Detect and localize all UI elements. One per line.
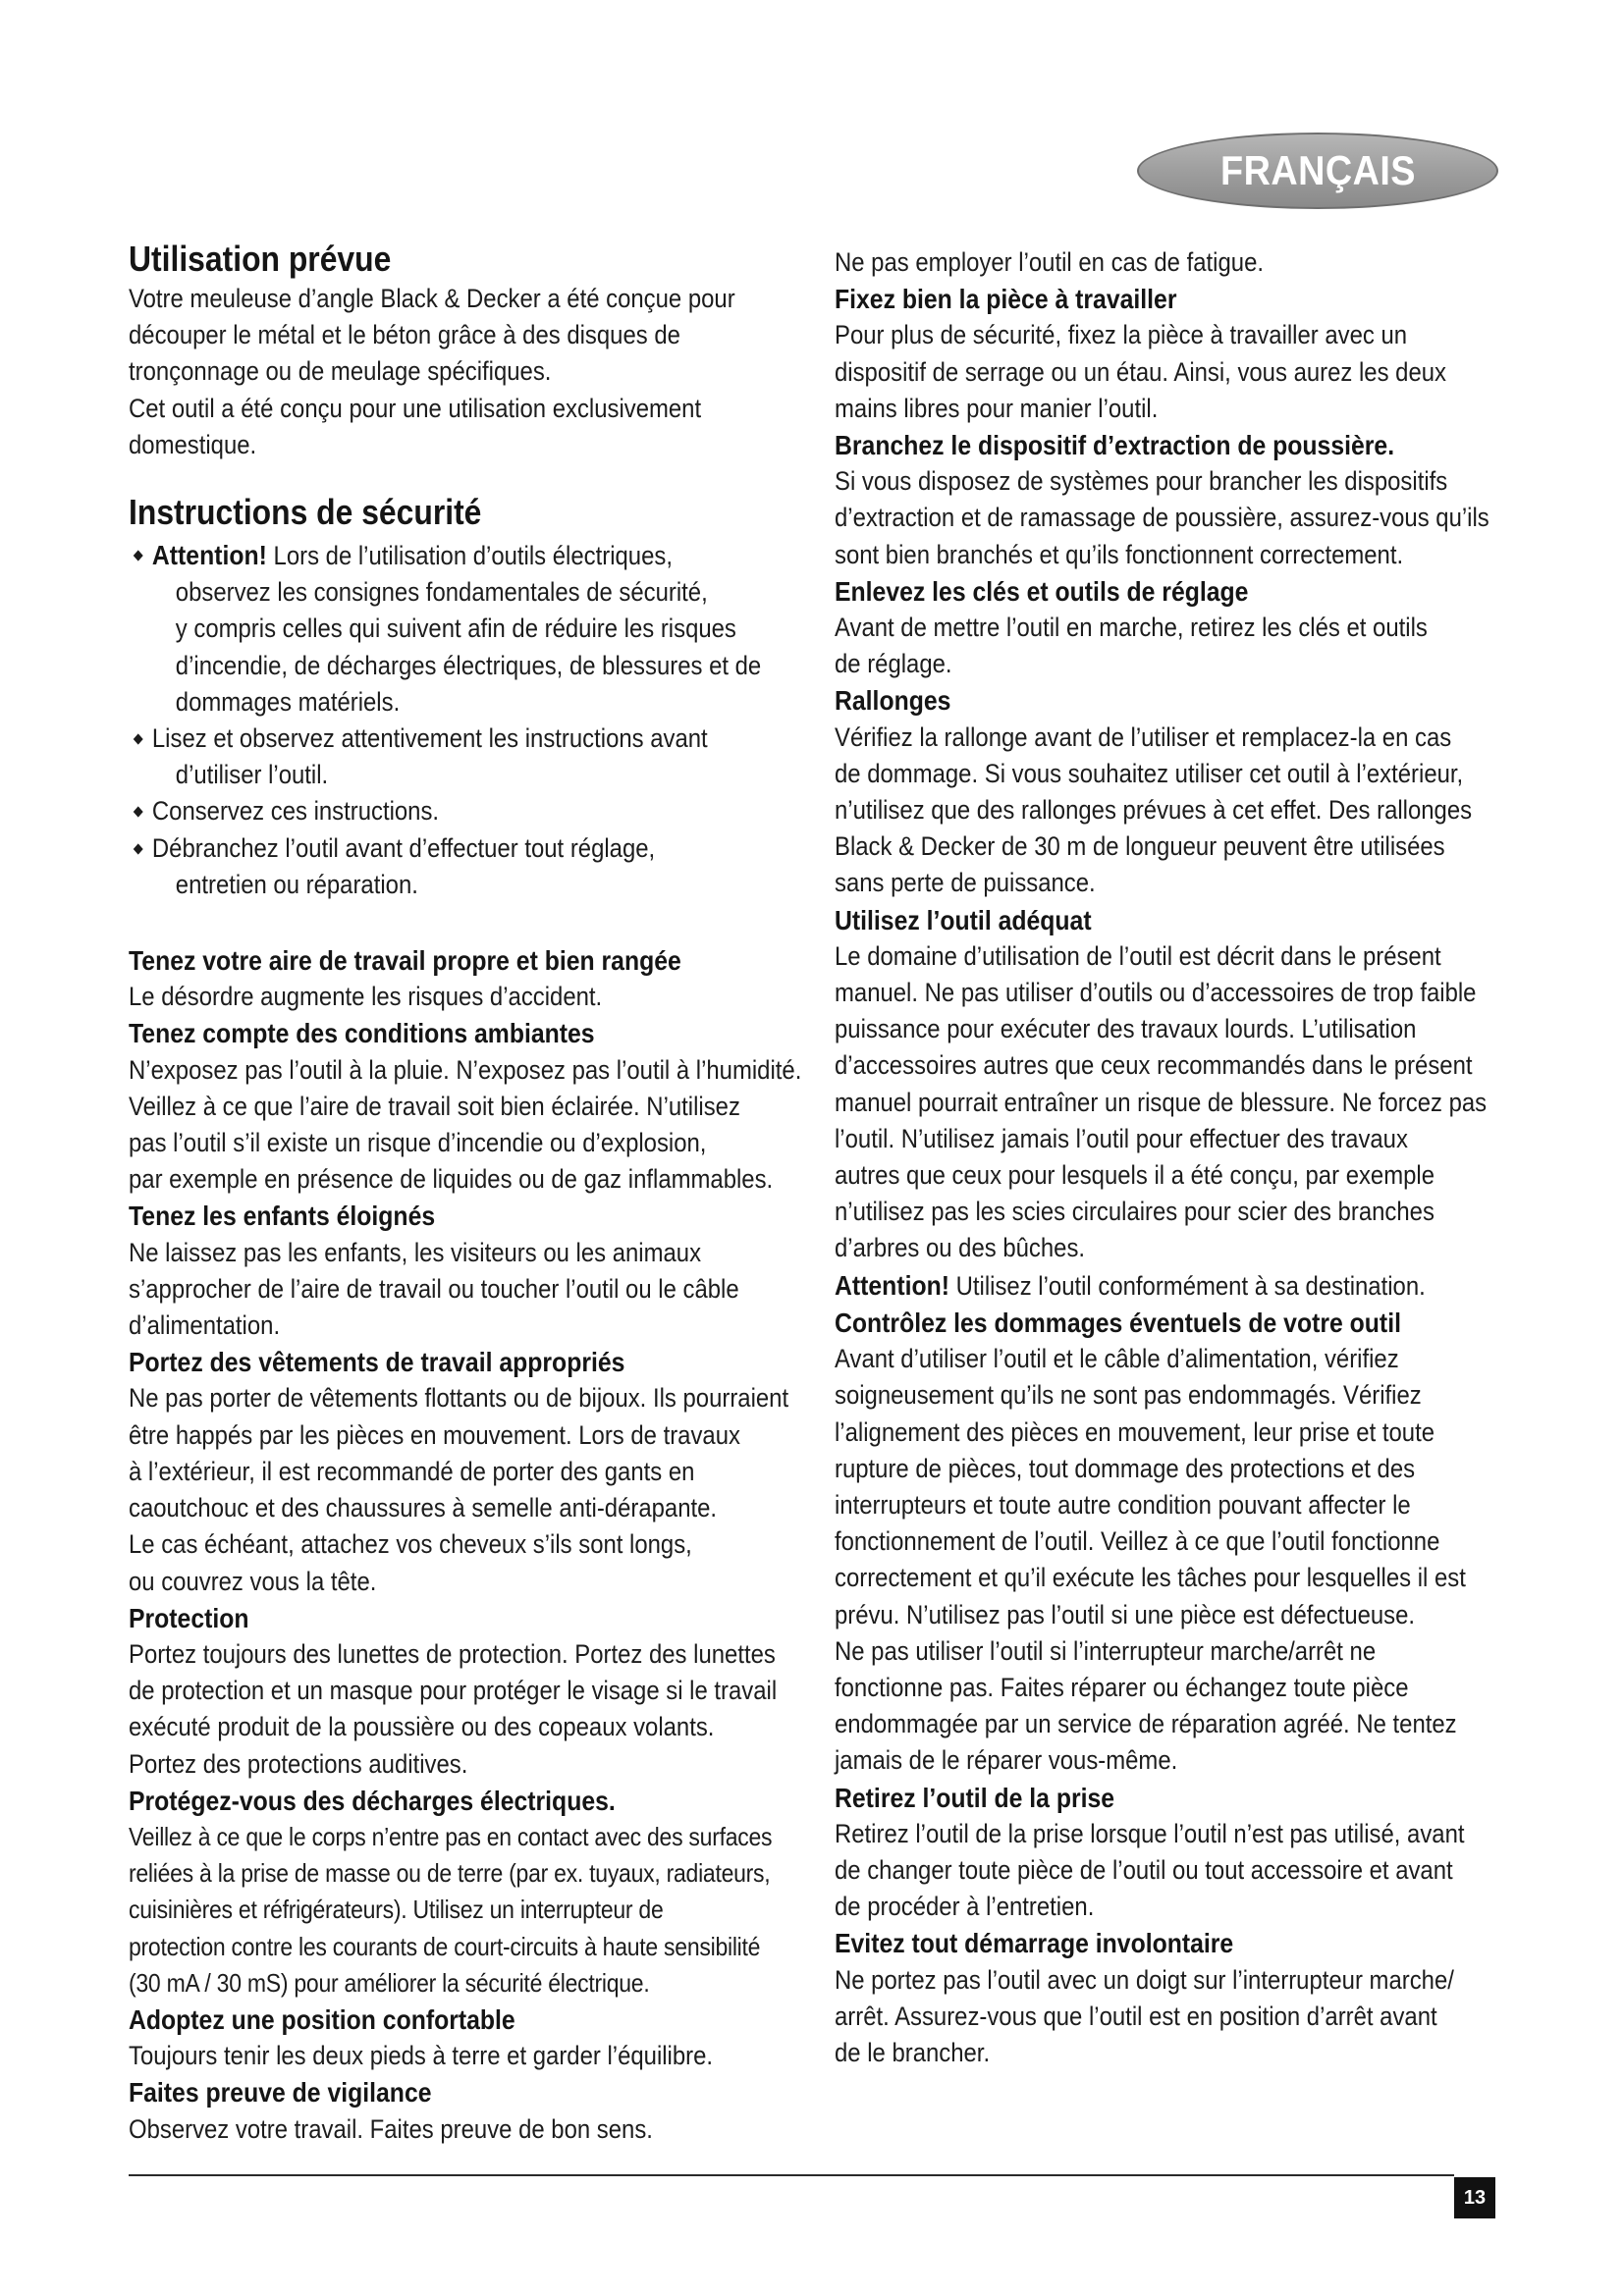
section-body: Portez toujours des lunettes de protection. Portez des lunettes de protection et un masque pour protéger le visage si le travail exécuté produit de la poussière ou des copeaux volants. Portez des protections auditives. [129, 1638, 778, 1779]
section-dust-extraction [835, 427, 1521, 573]
section-heading: Tenez compte des conditions ambiantes [129, 1018, 595, 1049]
safety-bullet-read-instructions [129, 721, 815, 793]
section-children [129, 1198, 815, 1344]
section-remove-keys [835, 573, 1521, 683]
attention-note [835, 1267, 1521, 1305]
attention-label: Attention! [151, 540, 267, 571]
safety-bullet-attention [129, 537, 815, 721]
safety-bullet-list [129, 537, 815, 903]
section-heading: Retirez l’outil de la prise [835, 1782, 1115, 1813]
section-protection [129, 1600, 815, 1783]
section-body: Avant de mettre l’outil en marche, retirez les clés et outils de réglage. [835, 613, 1428, 679]
section-electric-shock [129, 1783, 815, 2002]
section-heading: Fixez bien la pièce à travailler [835, 284, 1177, 315]
section-heading: Rallonges [835, 685, 951, 717]
section-heading: Protection [129, 1602, 249, 1633]
bullet-text: Conservez ces instructions. [151, 796, 440, 827]
section-body: Le désordre augmente les risques d’accident. [129, 982, 603, 1012]
section-heading: Protégez-vous des décharges électriques. [129, 1785, 616, 1816]
left-sections [129, 942, 815, 2148]
bullet-diamond-icon [134, 550, 143, 561]
section-extension-cords [835, 682, 1521, 901]
section-unintended-start [835, 1925, 1521, 2071]
footer-rule [129, 2174, 1454, 2176]
section-environment [129, 1015, 815, 1198]
page-number: 13 [1454, 2177, 1495, 2218]
bullet-diamond-icon [134, 843, 143, 854]
safety-bullet-keep-instructions [129, 793, 815, 829]
section-unplug-tool [835, 1780, 1521, 1926]
section-body: Si vous disposez de systèmes pour brancher les dispositifs d’extraction et de ramassage de poussière, assurez-vous qu’ils sont bien branchés et qu’ils fonctionnent correctement. [835, 466, 1489, 569]
section-correct-tool [835, 902, 1521, 1305]
section-work-area [129, 942, 815, 1015]
section-heading: Utilisez l’outil adéquat [835, 904, 1092, 935]
section-heading: Evitez tout démarrage involontaire [835, 1928, 1234, 1959]
section-body: Ne laissez pas les enfants, les visiteurs ou les animaux s’approcher de l’aire de travail ou toucher l’outil ou le câble d’alimentation. [129, 1237, 739, 1341]
section-body: Avant d’utiliser l’outil et le câble d’alimentation, vérifiez soigneusement qu’ils ne sont pas endommagés. Vérifiez l’alignement des pièces en mouvement, leur prise et toute rupture de pièces, tout dommage des protections et des interrupteurs et toute autre condition pouvant affecter le fonctionnement de l’outil. Veillez à ce que l’outil fonctionne correctement et qu’il exécute les tâches pour lesquelles il est prévu. N’utilisez pas l’outil si une pièce est défectueuse. Ne pas utiliser l’outil si l’interrupteur marche/arrêt ne fonctionne pas. Faites réparer ou échangez toute pièce endommagée par un service de réparation agréé. Ne tentez jamais de le réparer vous-même. [835, 1344, 1466, 1776]
section-heading: Portez des vêtements de travail appropriés [129, 1347, 625, 1378]
intended-use-title: Utilisation prévue [129, 239, 392, 279]
section-body: Ne portez pas l’outil avec un doigt sur l’interrupteur marche/ arrêt. Assurez-vous que l’outil est en position d’arrêt avant de le brancher. [835, 1964, 1454, 2067]
language-tab [1137, 133, 1498, 209]
bullet-diamond-icon [134, 807, 143, 818]
section-body: Ne pas porter de vêtements flottants ou de bijoux. Ils pourraient être happés par les pièces en mouvement. Lors de travaux à l’extérieur, il est recommandé de porter des gants en caoutchouc et des chaussures à semelle anti-dérapante. Le cas échéant, attachez vos cheveux s’ils sont longs, ou couvrez vous la tête. [129, 1383, 789, 1596]
section-stance [129, 2002, 815, 2074]
section-body: Toujours tenir les deux pieds à terre et garder l’équilibre. [129, 2041, 714, 2071]
section-heading: Enlevez les clés et outils de réglage [835, 575, 1249, 607]
left-column [129, 238, 815, 2148]
bullet-text: Lisez et observez attentivement les instructions avant d’utiliser l’outil. [151, 723, 708, 790]
safety-bullet-unplug [129, 830, 815, 903]
section-body: Observez votre travail. Faites preuve de bon sens. [129, 2113, 653, 2144]
section-body: Veillez à ce que le corps n’entre pas en contact avec des surfaces reliées à la prise de masse ou de terre (par ex. tuyaux, radiateurs, cuisinières et réfrigérateurs). Utilisez un interrupteur de protection contre les courants de court-circuits à haute sensibilité (30 mA / 30 mS) pour améliorer la sécurité électrique. [129, 1821, 773, 1998]
section-check-damage [835, 1305, 1521, 1780]
section-body: N’exposez pas l’outil à la pluie. N’exposez pas l’outil à l’humidité. Veillez à ce que l’aire de travail soit bien éclairée. N’utilisez pas l’outil s’il existe un risque d’incendie ou d’explosion, par exemple en présence de liquides ou de gaz inflammables. [129, 1054, 802, 1195]
section-heading: Faites preuve de vigilance [129, 2077, 432, 2109]
section-heading: Tenez votre aire de travail propre et bien rangée [129, 945, 681, 977]
section-heading: Adoptez une position confortable [129, 2003, 515, 2035]
bullet-text: Débranchez l’outil avant d’effectuer tout réglage, entretien ou réparation. [151, 832, 656, 899]
attention-note-text: Utilisez l’outil conformément à sa destination. [955, 1270, 1426, 1301]
continuation-text: Ne pas employer l’outil en cas de fatigue. [835, 247, 1264, 277]
section-clothing [129, 1344, 815, 1599]
section-heading: Branchez le dispositif d’extraction de poussière. [835, 430, 1395, 461]
bullet-text: Lors de l’utilisation d’outils électriques, observez les consignes fondamentales de sécurité, y compris celles qui suivent afin de réduire les risques d’incendie, de décharges électriques, de blessures et de dommages matériels. [175, 541, 762, 717]
section-heading: Tenez les enfants éloignés [129, 1201, 436, 1232]
section-body: Vérifiez la rallonge avant de l’utiliser et remplacez-la en cas de dommage. Si vous souhaitez utiliser cet outil à l’extérieur, n’utilisez que des rallonges prévues à cet effet. Des rallonges Black & Decker de 30 m de longueur peuvent être utilisées sans perte de puissance. [835, 721, 1473, 898]
right-column [835, 244, 1521, 2071]
language-tab-label: FRANÇAIS [1219, 147, 1416, 193]
section-body: Pour plus de sécurité, fixez la pièce à travailler avec un dispositif de serrage ou un étau. Ainsi, vous aurez les deux mains libres pour manier l’outil. [835, 320, 1446, 423]
bullet-diamond-icon [134, 733, 143, 744]
intended-use-paragraph-1: Votre meuleuse d’angle Black & Decker a été conçue pour découper le métal et le béton grâce à des disques de tronçonnage ou de meulage spécifiques. [129, 284, 735, 387]
attention-label: Attention! [835, 1269, 949, 1301]
section-body: Retirez l’outil de la prise lorsque l’outil n’est pas utilisé, avant de changer toute pièce de l’outil ou tout accessoire et avant de procéder à l’entretien. [835, 1818, 1465, 1922]
section-body: Le domaine d’utilisation de l’outil est décrit dans le présent manuel. Ne pas utiliser d’outils ou d’accessoires de trop faible puissance pour exécuter des travaux lourds. L’utilisation d’accessoires autres que ceux recommandés dans le présent manuel pourrait entraîner un risque de blessure. Ne forcez pas l’outil. N’utilisez jamais l’outil pour effectuer des travaux autres que ceux pour lesquels il a été conçu, par exemple n’utilisez pas les scies circulaires pour scier des branches d’arbres ou des bûches. [835, 940, 1488, 1263]
section-secure-workpiece [835, 281, 1521, 427]
safety-instructions-title: Instructions de sécurité [129, 492, 482, 533]
section-heading: Contrôlez les dommages éventuels de votre outil [835, 1307, 1401, 1338]
section-vigilance [129, 2074, 815, 2147]
intended-use-paragraph-2: Cet outil a été conçu pour une utilisation exclusivement domestique. [129, 393, 702, 459]
